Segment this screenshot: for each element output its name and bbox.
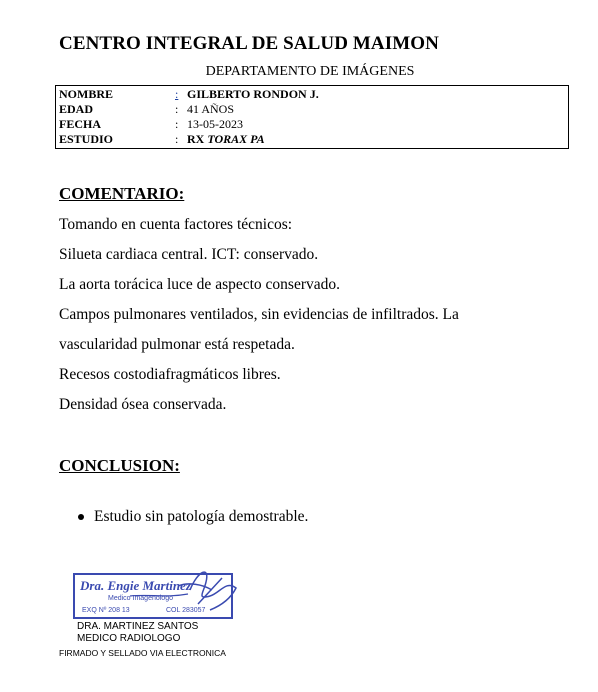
study-value bbox=[187, 132, 265, 147]
info-separator: : bbox=[175, 117, 179, 131]
comment-line: Campos pulmonares ventilados, sin evidencias de infiltrados. La bbox=[59, 306, 459, 323]
date-value: 13-05-2023 bbox=[187, 117, 243, 131]
comment-heading: COMENTARIO: bbox=[59, 184, 185, 203]
conclusion-item bbox=[78, 508, 308, 526]
bullet-dot-icon bbox=[78, 514, 84, 520]
study-name: TORAX PA bbox=[207, 132, 265, 146]
comment-line: Tomando en cuenta factores técnicos: bbox=[59, 216, 293, 233]
conclusion-heading: CONCLUSION: bbox=[59, 456, 180, 475]
info-label: NOMBRE bbox=[59, 87, 113, 101]
info-separator: : bbox=[175, 87, 179, 101]
electronic-signature-note: FIRMADO Y SELLADO VIA ELECTRONICA bbox=[59, 648, 226, 658]
comment-line: Densidad ósea conservada. bbox=[59, 396, 227, 413]
comment-line: Recesos costodiafragmáticos libres. bbox=[59, 366, 281, 383]
signer-title: MEDICO RADIOLOGO bbox=[77, 633, 181, 644]
institution-title: CENTRO INTEGRAL DE SALUD MAIMON bbox=[59, 33, 439, 54]
info-separator: : bbox=[175, 132, 179, 146]
stamp-exequatur: EXQ Nº 208 13 bbox=[82, 607, 130, 614]
patient-info-box bbox=[55, 85, 569, 149]
study-prefix: RX bbox=[187, 132, 205, 146]
conclusion-text: Estudio sin patología demostrable. bbox=[94, 508, 309, 525]
info-label: FECHA bbox=[59, 117, 101, 131]
signer-name: DRA. MARTINEZ SANTOS bbox=[77, 621, 199, 632]
info-separator: : bbox=[175, 102, 179, 116]
stamp-name: Dra. Engie Martinez bbox=[80, 578, 191, 593]
comment-line: vascularidad pulmonar está respetada. bbox=[59, 336, 295, 353]
comment-line: Silueta cardiaca central. ICT: conservado. bbox=[59, 246, 319, 263]
info-label: ESTUDIO bbox=[59, 132, 114, 146]
department-subtitle: DEPARTAMENTO DE IMÁGENES bbox=[205, 64, 415, 79]
stamp-code: COL 283057 bbox=[166, 607, 206, 614]
stamp-title: Medico Imagenologo bbox=[108, 595, 173, 602]
age-value: 41 AÑOS bbox=[187, 102, 235, 116]
stamp-graphic bbox=[70, 560, 245, 622]
comment-line: La aorta torácica luce de aspecto conservado. bbox=[59, 276, 340, 293]
patient-name-value: GILBERTO RONDON J. bbox=[187, 87, 319, 101]
info-label: EDAD bbox=[59, 102, 94, 116]
signature-stamp bbox=[70, 560, 245, 622]
